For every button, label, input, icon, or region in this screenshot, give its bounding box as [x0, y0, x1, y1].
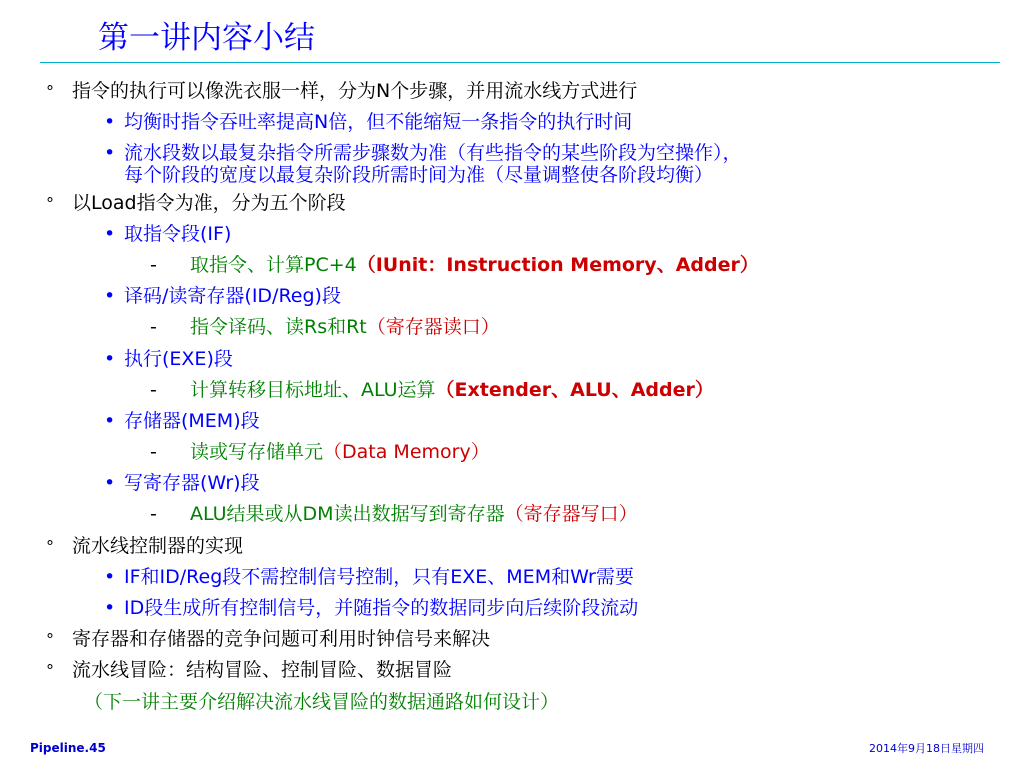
bullet-controller — [0, 531, 1024, 562]
bullet-register-contention — [0, 624, 1024, 655]
bullet-stage-exe — [0, 344, 1024, 375]
title-divider — [40, 62, 1000, 63]
bullet-text: 指令的执行可以像洗衣服一样，分为N个步骤，并用流水线方式进行 — [72, 80, 638, 102]
bullet-hazards — [0, 655, 1024, 686]
slide-content — [0, 76, 1024, 718]
bullet-text: 寄存器和存储器的竞争问题可利用时钟信号来解决 — [72, 628, 491, 651]
bullet-text: 均衡时指令吞吐率提高N倍，但不能缩短一条指令的执行时间 — [124, 111, 633, 134]
dash-marker: - — [150, 441, 157, 464]
bullet-marker: • — [104, 597, 116, 619]
bullet-marker: • — [104, 285, 116, 308]
bullet-stage-wr — [0, 468, 1024, 499]
bullet-marker: ° — [46, 82, 54, 101]
note-text: （下一讲主要介绍解决流水线冒险的数据通路如何设计） — [84, 690, 560, 713]
bullet-text: 执行(EXE)段 — [124, 347, 233, 370]
bullet-text: 译码/读寄存器(ID/Reg)段 — [124, 285, 341, 308]
detail-operation: 取指令、计算PC+4 — [190, 253, 357, 276]
bullet-text-inner: 以Load指令为准，分为五个阶段 — [72, 191, 346, 214]
bullet-five-stages — [0, 188, 1024, 219]
bullet-text: 流水段数以最复杂指令所需步骤数为准（有些指令的某些阶段为空操作）， — [124, 142, 742, 165]
bullet-marker: • — [104, 565, 116, 588]
bullet-text: 流水线控制器的实现 — [72, 534, 244, 557]
detail-stage-mem — [0, 437, 1024, 468]
detail-hardware: （寄存器写口） — [504, 503, 638, 526]
detail-stage-exe — [0, 375, 1024, 406]
bullet-marker: ° — [46, 536, 54, 556]
detail-stage-wr — [0, 499, 1024, 530]
bullet-marker: ° — [46, 661, 54, 681]
detail-operation: 计算转移目标地址、ALU运算 — [190, 378, 436, 401]
slide-title: 第一讲内容小结 — [98, 20, 315, 56]
bullet-text: 取指令段(IF) — [124, 222, 232, 245]
detail-text — [190, 312, 500, 343]
bullet-stage-count-continued — [0, 164, 1024, 188]
bullet-stage-mem — [0, 406, 1024, 437]
bullet-control-signals — [0, 562, 1024, 593]
detail-text — [190, 437, 490, 468]
slide-label: Pipeline.45 — [30, 741, 106, 755]
bullet-marker: • — [104, 222, 116, 245]
bullet-text: 流水线冒险：结构冒险、控制冒险、数据冒险 — [72, 659, 453, 682]
detail-operation: 指令译码、读Rs和Rt — [190, 316, 367, 339]
detail-operation: ALU结果或从DM读出数据写到寄存器 — [190, 503, 505, 526]
detail-hardware: （IUnit：Instruction Memory、Adder） — [356, 253, 759, 276]
bullet-marker: ° — [46, 630, 54, 650]
bullet-pipeline-intro — [0, 76, 1024, 107]
dash-marker: - — [150, 316, 157, 339]
detail-hardware: （寄存器读口） — [366, 316, 500, 339]
detail-stage-id — [0, 312, 1024, 343]
bullet-marker: • — [104, 409, 116, 432]
dash-marker: - — [150, 253, 157, 276]
bullet-marker: • — [104, 347, 116, 370]
bullet-id-generates-signals — [0, 593, 1024, 624]
bullet-text: ID段生成所有控制信号，并随指令的数据同步向后续阶段流动 — [124, 597, 639, 619]
detail-stage-if — [0, 250, 1024, 281]
detail-hardware: （Extender、ALU、Adder） — [435, 378, 714, 401]
detail-text — [190, 375, 714, 406]
bullet-marker: • — [104, 472, 116, 495]
next-lecture-note — [0, 687, 1024, 718]
bullet-stage-if — [0, 219, 1024, 250]
detail-text — [190, 499, 638, 530]
bullet-text: 写寄存器(Wr)段 — [124, 472, 260, 495]
bullet-marker: • — [104, 111, 116, 134]
bullet-marker: • — [104, 142, 116, 165]
bullet-marker: ° — [46, 193, 54, 213]
detail-operation: 读或写存储单元 — [190, 441, 324, 464]
bullet-throughput — [0, 107, 1024, 138]
bullet-stage-id — [0, 281, 1024, 312]
dash-marker: - — [150, 503, 157, 526]
bullet-text — [72, 188, 346, 219]
bullet-text: IF和ID/Reg段不需控制信号控制，只有EXE、MEM和Wr需要 — [124, 565, 634, 588]
bullet-text: 每个阶段的宽度以最复杂阶段所需时间为准（尽量调整使各阶段均衡） — [124, 163, 714, 186]
dash-marker: - — [150, 378, 157, 401]
bullet-text: 存储器(MEM)段 — [124, 409, 260, 432]
slide-date: 2014年9月18日星期四 — [869, 742, 984, 755]
detail-text — [190, 250, 759, 281]
detail-hardware: （Data Memory） — [323, 441, 490, 464]
